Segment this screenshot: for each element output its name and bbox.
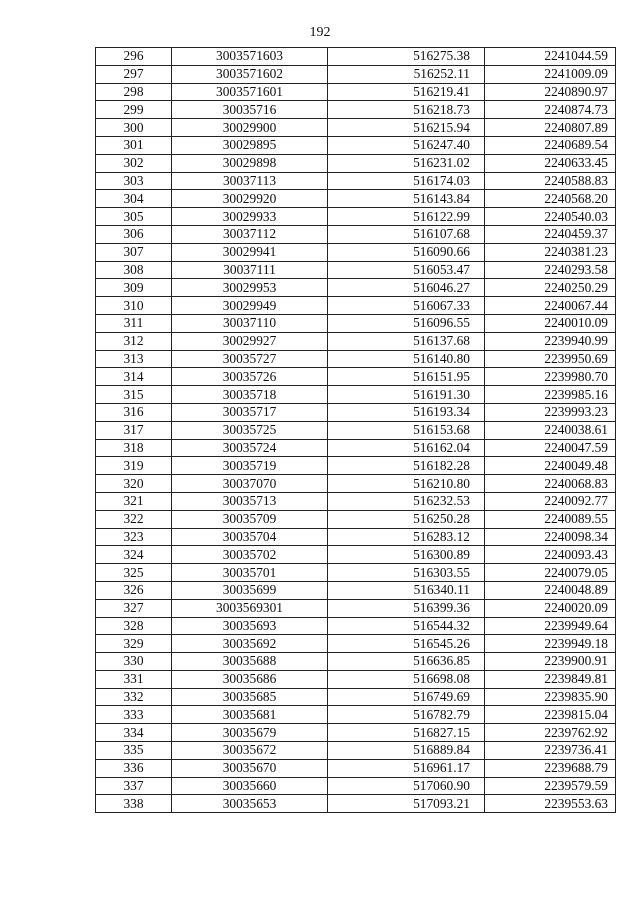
point-code-cell: 30029941 (172, 243, 328, 261)
x-coordinate-cell: 516252.11 (328, 65, 485, 83)
table-row (96, 439, 616, 457)
x-coordinate-cell: 516215.94 (328, 119, 485, 137)
point-code-cell: 30035679 (172, 724, 328, 742)
x-coordinate-cell: 516275.38 (328, 48, 485, 66)
point-code-cell: 30035681 (172, 706, 328, 724)
point-number-cell: 332 (96, 688, 172, 706)
point-number-cell: 331 (96, 670, 172, 688)
y-coordinate-cell: 2240010.09 (485, 314, 616, 332)
table-row (96, 386, 616, 404)
point-code-cell: 30029900 (172, 119, 328, 137)
point-number-cell: 318 (96, 439, 172, 457)
point-number-cell: 327 (96, 599, 172, 617)
point-code-cell: 30035702 (172, 546, 328, 564)
x-coordinate-cell: 517093.21 (328, 795, 485, 813)
point-number-cell: 324 (96, 546, 172, 564)
point-code-cell: 30029927 (172, 332, 328, 350)
point-number-cell: 313 (96, 350, 172, 368)
y-coordinate-cell: 2239949.18 (485, 635, 616, 653)
point-number-cell: 328 (96, 617, 172, 635)
table-row (96, 617, 616, 635)
table-row (96, 599, 616, 617)
table-row (96, 492, 616, 510)
point-code-cell: 30029898 (172, 154, 328, 172)
point-number-cell: 333 (96, 706, 172, 724)
point-number-cell: 311 (96, 314, 172, 332)
point-code-cell: 30035688 (172, 653, 328, 671)
table-row (96, 564, 616, 582)
x-coordinate-cell: 516122.99 (328, 208, 485, 226)
x-coordinate-cell: 516636.85 (328, 653, 485, 671)
x-coordinate-cell: 516961.17 (328, 759, 485, 777)
x-coordinate-cell: 516889.84 (328, 742, 485, 760)
y-coordinate-cell: 2240093.43 (485, 546, 616, 564)
table-row (96, 724, 616, 742)
point-number-cell: 323 (96, 528, 172, 546)
x-coordinate-cell: 516782.79 (328, 706, 485, 724)
table-row (96, 208, 616, 226)
y-coordinate-cell: 2240633.45 (485, 154, 616, 172)
point-number-cell: 321 (96, 492, 172, 510)
y-coordinate-cell: 2239553.63 (485, 795, 616, 813)
y-coordinate-cell: 2240689.54 (485, 136, 616, 154)
coordinates-table (95, 47, 616, 813)
x-coordinate-cell: 516143.84 (328, 190, 485, 208)
y-coordinate-cell: 2240038.61 (485, 421, 616, 439)
x-coordinate-cell: 516219.41 (328, 83, 485, 101)
y-coordinate-cell: 2239835.90 (485, 688, 616, 706)
point-number-cell: 306 (96, 225, 172, 243)
point-code-cell: 30037110 (172, 314, 328, 332)
x-coordinate-cell: 516182.28 (328, 457, 485, 475)
point-code-cell: 30035693 (172, 617, 328, 635)
y-coordinate-cell: 2239736.41 (485, 742, 616, 760)
point-number-cell: 330 (96, 653, 172, 671)
x-coordinate-cell: 516544.32 (328, 617, 485, 635)
point-number-cell: 299 (96, 101, 172, 119)
x-coordinate-cell: 516137.68 (328, 332, 485, 350)
point-number-cell: 319 (96, 457, 172, 475)
y-coordinate-cell: 2240020.09 (485, 599, 616, 617)
table-row (96, 119, 616, 137)
y-coordinate-cell: 2239985.16 (485, 386, 616, 404)
point-code-cell: 30037111 (172, 261, 328, 279)
table-row (96, 581, 616, 599)
y-coordinate-cell: 2240459.37 (485, 225, 616, 243)
x-coordinate-cell: 516046.27 (328, 279, 485, 297)
point-code-cell: 30035726 (172, 368, 328, 386)
table-row (96, 777, 616, 795)
y-coordinate-cell: 2241044.59 (485, 48, 616, 66)
x-coordinate-cell: 516231.02 (328, 154, 485, 172)
y-coordinate-cell: 2240568.20 (485, 190, 616, 208)
x-coordinate-cell: 516153.68 (328, 421, 485, 439)
table-row (96, 136, 616, 154)
x-coordinate-cell: 516250.28 (328, 510, 485, 528)
point-number-cell: 297 (96, 65, 172, 83)
point-code-cell: 30029895 (172, 136, 328, 154)
point-code-cell: 3003571603 (172, 48, 328, 66)
x-coordinate-cell: 516140.80 (328, 350, 485, 368)
point-code-cell: 30035717 (172, 403, 328, 421)
table-row (96, 297, 616, 315)
table-row (96, 475, 616, 493)
table-row (96, 172, 616, 190)
x-coordinate-cell: 516232.53 (328, 492, 485, 510)
point-code-cell: 30035660 (172, 777, 328, 795)
point-number-cell: 301 (96, 136, 172, 154)
table-row (96, 314, 616, 332)
table-row (96, 261, 616, 279)
point-number-cell: 326 (96, 581, 172, 599)
point-number-cell: 308 (96, 261, 172, 279)
y-coordinate-cell: 2240250.29 (485, 279, 616, 297)
page-number: 192 (309, 25, 331, 40)
point-code-cell: 30035713 (172, 492, 328, 510)
x-coordinate-cell: 516151.95 (328, 368, 485, 386)
y-coordinate-cell: 2240890.97 (485, 83, 616, 101)
point-number-cell: 320 (96, 475, 172, 493)
point-code-cell: 30035701 (172, 564, 328, 582)
table-row (96, 65, 616, 83)
y-coordinate-cell: 2240092.77 (485, 492, 616, 510)
point-number-cell: 300 (96, 119, 172, 137)
table-row (96, 670, 616, 688)
table-row (96, 795, 616, 813)
x-coordinate-cell: 516053.47 (328, 261, 485, 279)
point-code-cell: 30029933 (172, 208, 328, 226)
point-number-cell: 307 (96, 243, 172, 261)
table-row (96, 243, 616, 261)
point-code-cell: 30037112 (172, 225, 328, 243)
point-code-cell: 30029953 (172, 279, 328, 297)
point-code-cell: 30035724 (172, 439, 328, 457)
x-coordinate-cell: 516193.34 (328, 403, 485, 421)
y-coordinate-cell: 2240098.34 (485, 528, 616, 546)
table-row (96, 154, 616, 172)
point-code-cell: 30035719 (172, 457, 328, 475)
point-number-cell: 329 (96, 635, 172, 653)
x-coordinate-cell: 516090.66 (328, 243, 485, 261)
point-code-cell: 3003571602 (172, 65, 328, 83)
table-row (96, 528, 616, 546)
y-coordinate-cell: 2240588.83 (485, 172, 616, 190)
x-coordinate-cell: 516698.08 (328, 670, 485, 688)
table-row (96, 706, 616, 724)
point-number-cell: 317 (96, 421, 172, 439)
y-coordinate-cell: 2239949.64 (485, 617, 616, 635)
x-coordinate-cell: 516340.11 (328, 581, 485, 599)
y-coordinate-cell: 2240067.44 (485, 297, 616, 315)
point-code-cell: 30035718 (172, 386, 328, 404)
point-number-cell: 334 (96, 724, 172, 742)
table-row (96, 101, 616, 119)
point-code-cell: 3003571601 (172, 83, 328, 101)
point-code-cell: 30029949 (172, 297, 328, 315)
point-number-cell: 325 (96, 564, 172, 582)
point-code-cell: 30035725 (172, 421, 328, 439)
point-number-cell: 303 (96, 172, 172, 190)
x-coordinate-cell: 516218.73 (328, 101, 485, 119)
point-number-cell: 302 (96, 154, 172, 172)
point-code-cell: 30035653 (172, 795, 328, 813)
table-row (96, 368, 616, 386)
point-code-cell: 30035692 (172, 635, 328, 653)
table-row (96, 759, 616, 777)
y-coordinate-cell: 2239688.79 (485, 759, 616, 777)
y-coordinate-cell: 2240048.89 (485, 581, 616, 599)
y-coordinate-cell: 2239940.99 (485, 332, 616, 350)
table-row (96, 83, 616, 101)
x-coordinate-cell: 516749.69 (328, 688, 485, 706)
table-row (96, 457, 616, 475)
y-coordinate-cell: 2240047.59 (485, 439, 616, 457)
table-row (96, 225, 616, 243)
y-coordinate-cell: 2240089.55 (485, 510, 616, 528)
y-coordinate-cell: 2239849.81 (485, 670, 616, 688)
x-coordinate-cell: 516303.55 (328, 564, 485, 582)
point-number-cell: 337 (96, 777, 172, 795)
y-coordinate-cell: 2240540.03 (485, 208, 616, 226)
y-coordinate-cell: 2240079.05 (485, 564, 616, 582)
table-row (96, 48, 616, 66)
x-coordinate-cell: 516399.36 (328, 599, 485, 617)
point-number-cell: 322 (96, 510, 172, 528)
point-code-cell: 30035685 (172, 688, 328, 706)
point-code-cell: 30035670 (172, 759, 328, 777)
table-row (96, 350, 616, 368)
table-row (96, 332, 616, 350)
point-number-cell: 316 (96, 403, 172, 421)
x-coordinate-cell: 516107.68 (328, 225, 485, 243)
table-row (96, 510, 616, 528)
table-row (96, 279, 616, 297)
table-row (96, 421, 616, 439)
point-number-cell: 304 (96, 190, 172, 208)
x-coordinate-cell: 516162.04 (328, 439, 485, 457)
x-coordinate-cell: 517060.90 (328, 777, 485, 795)
y-coordinate-cell: 2241009.09 (485, 65, 616, 83)
point-number-cell: 312 (96, 332, 172, 350)
point-number-cell: 305 (96, 208, 172, 226)
y-coordinate-cell: 2240807.89 (485, 119, 616, 137)
x-coordinate-cell: 516174.03 (328, 172, 485, 190)
point-number-cell: 309 (96, 279, 172, 297)
point-code-cell: 30037113 (172, 172, 328, 190)
point-number-cell: 296 (96, 48, 172, 66)
point-code-cell: 30035727 (172, 350, 328, 368)
y-coordinate-cell: 2240293.58 (485, 261, 616, 279)
point-code-cell: 30035709 (172, 510, 328, 528)
table-row (96, 635, 616, 653)
point-number-cell: 314 (96, 368, 172, 386)
coordinates-table-body (96, 48, 616, 813)
x-coordinate-cell: 516191.30 (328, 386, 485, 404)
point-code-cell: 30035672 (172, 742, 328, 760)
y-coordinate-cell: 2239993.23 (485, 403, 616, 421)
point-number-cell: 335 (96, 742, 172, 760)
point-code-cell: 3003569301 (172, 599, 328, 617)
x-coordinate-cell: 516247.40 (328, 136, 485, 154)
x-coordinate-cell: 516283.12 (328, 528, 485, 546)
x-coordinate-cell: 516067.33 (328, 297, 485, 315)
point-code-cell: 30035699 (172, 581, 328, 599)
y-coordinate-cell: 2240068.83 (485, 475, 616, 493)
y-coordinate-cell: 2239900.91 (485, 653, 616, 671)
point-number-cell: 310 (96, 297, 172, 315)
point-number-cell: 298 (96, 83, 172, 101)
point-code-cell: 30035686 (172, 670, 328, 688)
table-row (96, 403, 616, 421)
table-row (96, 742, 616, 760)
table-row (96, 688, 616, 706)
y-coordinate-cell: 2240049.48 (485, 457, 616, 475)
point-number-cell: 336 (96, 759, 172, 777)
y-coordinate-cell: 2239950.69 (485, 350, 616, 368)
table-row (96, 546, 616, 564)
x-coordinate-cell: 516827.15 (328, 724, 485, 742)
point-number-cell: 338 (96, 795, 172, 813)
table-row (96, 653, 616, 671)
y-coordinate-cell: 2239762.92 (485, 724, 616, 742)
y-coordinate-cell: 2240874.73 (485, 101, 616, 119)
point-code-cell: 30035704 (172, 528, 328, 546)
point-code-cell: 30037070 (172, 475, 328, 493)
table-row (96, 190, 616, 208)
point-code-cell: 30035716 (172, 101, 328, 119)
x-coordinate-cell: 516300.89 (328, 546, 485, 564)
x-coordinate-cell: 516545.26 (328, 635, 485, 653)
x-coordinate-cell: 516096.55 (328, 314, 485, 332)
y-coordinate-cell: 2239815.04 (485, 706, 616, 724)
x-coordinate-cell: 516210.80 (328, 475, 485, 493)
point-code-cell: 30029920 (172, 190, 328, 208)
y-coordinate-cell: 2240381.23 (485, 243, 616, 261)
point-number-cell: 315 (96, 386, 172, 404)
y-coordinate-cell: 2239579.59 (485, 777, 616, 795)
y-coordinate-cell: 2239980.70 (485, 368, 616, 386)
